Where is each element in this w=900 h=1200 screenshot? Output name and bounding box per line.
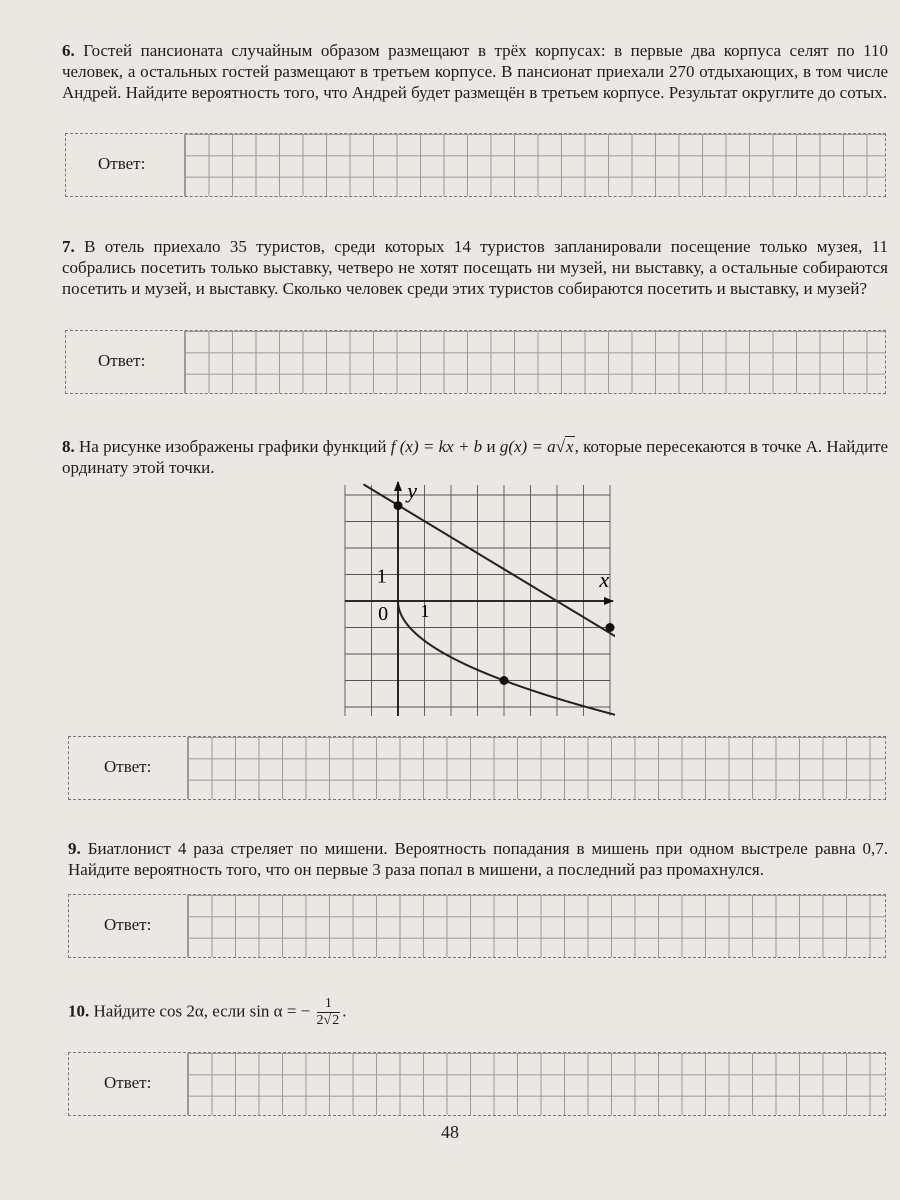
task-text: Найдите [93,1001,156,1021]
answer-label: Ответ: [104,1073,152,1092]
curve-g-series [398,601,615,720]
task-8 [62,436,888,478]
answer-grid[interactable] [187,1053,885,1115]
g-formula-left: g(x) = a [499,437,556,456]
task-text: На рисунке изображены графики функций [79,437,387,456]
task-text: В отель приехало 35 туристов, среди которых 14 туристов запланировали посещение только музея, 11 собрались посетить только выставку, четверо не хотят посещать ни музей, ни выставку, а остальные собираются посетить и музей, и выставку. Сколько человек среди этих туристов собираются посетить и выставку, и музей? [62,237,889,298]
y-axis-arrow [394,481,402,491]
answer-box-6[interactable] [65,133,886,197]
graph-point [606,623,615,632]
answer-box-9[interactable] [68,894,886,958]
task-9 [68,838,888,880]
task-text: Гостей пансионата случайным образом размещают в трёх корпусах: в первые два корпуса селят по 110 человек, а остальных гостей размещают в третьем корпусе. В пансионат приехали 270 отдыхающих, в том числе Андрей. Найдите вероятность того, что Андрей будет размещён в третьем корпусе. Результат округлите до сотых. [62,41,889,102]
function-graph [340,480,615,720]
task-number: 8. [62,437,75,456]
task-number: 7. [62,237,75,256]
y-tick-label: 1 [376,565,387,588]
fraction-denominator: 2√2 [316,1013,340,1028]
task-text-end: . [342,1001,347,1021]
g-formula-radicand: x [566,437,574,456]
answer-label: Ответ: [104,915,152,934]
task-number: 9. [68,839,81,858]
x-tick-label: 1 [420,601,430,621]
fraction-numerator: 1 [317,996,341,1013]
denominator-coefficient: 2 [316,1013,324,1028]
task-number: 10. [68,1001,90,1021]
and-word: и [486,437,496,456]
task-6 [62,40,888,103]
answer-grid[interactable] [184,331,885,393]
origin-label: 0 [378,603,389,625]
sin-expression: sin α = − [249,1001,311,1021]
answer-box-7[interactable] [65,330,886,394]
answer-label: Ответ: [104,757,152,776]
task-text-mid: , если [203,1001,246,1021]
cos-expression: cos 2α [159,1001,204,1021]
line-f-series [364,484,615,670]
answer-grid[interactable] [184,134,885,196]
page-number: 48 [441,1122,459,1142]
answer-label: Ответ: [98,154,146,173]
answer-grid[interactable] [187,895,885,957]
answer-box-10[interactable] [68,1052,886,1116]
x-axis-arrow [604,597,614,605]
fraction [317,996,341,1029]
graph-point [500,676,509,685]
x-axis-label: x [599,567,610,593]
answer-box-8[interactable] [68,736,886,800]
task-number: 6. [62,41,75,60]
answer-label: Ответ: [98,351,146,370]
denominator-radicand: 2 [332,1013,340,1028]
task-text-end: , которые пересекаются в точке A. Найдите ординату этой точки. [62,437,889,477]
task-7 [62,236,888,299]
g-formula: g(x) = a√x [499,437,574,456]
task-10 [68,996,888,1029]
f-formula: f (x) = kx + b [390,437,483,456]
y-axis-label: y [407,480,418,503]
answer-grid[interactable] [187,737,885,799]
graph-point [394,501,403,510]
task-text: Биатлонист 4 раза стреляет по мишени. Вероятность попадания в мишень при одном выстреле равна 0,7. Найдите вероятность того, что он первые 3 раза попал в мишени, а последний раз промахнулся. [68,839,889,879]
